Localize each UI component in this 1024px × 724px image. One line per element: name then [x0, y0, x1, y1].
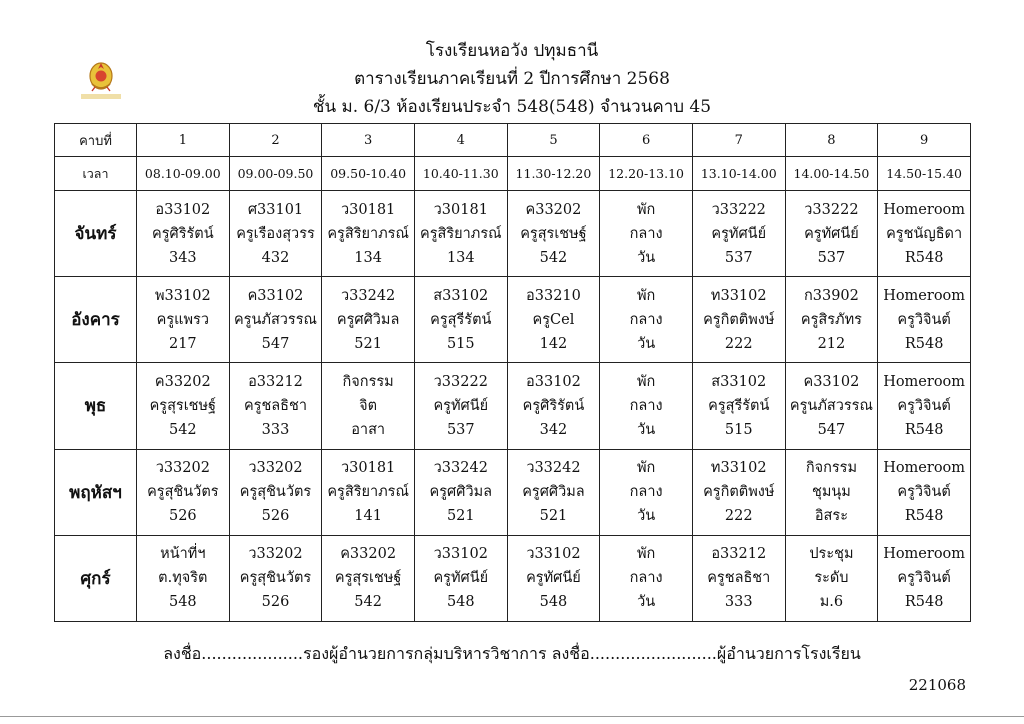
- class-cell: [600, 191, 693, 277]
- class-cell-content: [600, 456, 692, 528]
- teacher-name: ครูกิตติพงษ์: [703, 311, 775, 328]
- day-name: ศุกร์: [55, 535, 137, 621]
- class-cell: [785, 449, 878, 535]
- subject-code: ค33202: [340, 546, 397, 563]
- subject-code: ว30181: [341, 201, 396, 218]
- class-info: ชั้น ม. 6/3 ห้องเรียนประจำ 548(548) จำนวนคาบ 45: [312, 97, 712, 117]
- room-number: 333: [724, 594, 753, 611]
- signature-line: ลงชื่อ....................รองผู้อำนวยการกลุ่มบริหารวิชาการ ลงชื่อ.........................ผู้อำนวยการโรงเรียน: [163, 644, 861, 663]
- teacher-name: ต.ทุจริต: [158, 570, 208, 587]
- subject-code: ว33102: [526, 546, 581, 563]
- teacher-name: ครูศิริรัตน์: [152, 225, 214, 242]
- subject-code: อ33102: [155, 201, 211, 218]
- teacher-name: ครูสิริยาภรณ์: [327, 484, 409, 501]
- room-number: 526: [261, 508, 290, 525]
- day-row: [55, 191, 971, 277]
- room-number: 515: [724, 421, 753, 438]
- day-name: จันทร์: [55, 191, 137, 277]
- class-cell-content: [508, 542, 600, 614]
- class-cell-content: [693, 542, 785, 614]
- subject-code: ว33222: [804, 201, 859, 218]
- teacher-name: ครูสิริยาภรณ์: [327, 225, 409, 242]
- time-slot: 09.50-10.40: [322, 157, 415, 191]
- room-number: 142: [539, 335, 568, 352]
- room-number: 537: [817, 249, 846, 266]
- room-number: วัน: [637, 421, 656, 438]
- room-number: 526: [261, 594, 290, 611]
- class-cell: [414, 449, 507, 535]
- class-cell: [229, 277, 322, 363]
- class-cell: [414, 191, 507, 277]
- class-cell-content: [415, 370, 507, 442]
- period-row: [55, 124, 971, 157]
- class-cell-content: [693, 456, 785, 528]
- teacher-name: ครูวิจินต์: [897, 311, 951, 328]
- room-number: 537: [724, 249, 753, 266]
- room-number: 521: [446, 508, 475, 525]
- day-name: พฤหัสฯ: [55, 449, 137, 535]
- subject-code: อ33212: [711, 546, 767, 563]
- class-cell-content: [415, 456, 507, 528]
- class-cell: [507, 363, 600, 449]
- subject-code: Homeroom: [883, 373, 966, 390]
- class-cell-content: [508, 370, 600, 442]
- subject-code: ว30181: [433, 201, 488, 218]
- timetable: [54, 123, 971, 622]
- teacher-name: ครูทัศนีย์: [433, 397, 489, 414]
- subject-code: ว33242: [341, 287, 396, 304]
- class-cell-content: [508, 456, 600, 528]
- teacher-name: ครูชลธิชา: [707, 570, 771, 587]
- class-cell: [137, 449, 230, 535]
- subject-code: ว30181: [341, 460, 396, 477]
- subject-code: อ33210: [526, 287, 581, 304]
- room-number: 547: [817, 421, 846, 438]
- room-number: 515: [446, 335, 475, 352]
- time-slot: 14.00-14.50: [785, 157, 878, 191]
- subject-code: พัก: [636, 373, 656, 390]
- day-row: [55, 449, 971, 535]
- class-cell: [229, 449, 322, 535]
- subject-code: ว33202: [155, 460, 210, 477]
- teacher-name: กลาง: [629, 225, 663, 242]
- teacher-name: กลาง: [629, 570, 663, 587]
- room-number: วัน: [637, 249, 656, 266]
- day-row: [55, 535, 971, 621]
- room-number: 548: [539, 594, 568, 611]
- class-cell: [137, 535, 230, 621]
- class-cell-content: [600, 284, 692, 356]
- class-cell-content: [600, 542, 692, 614]
- period-number: 5: [507, 124, 600, 157]
- class-cell: [229, 191, 322, 277]
- class-cell-content: [508, 198, 600, 270]
- document-code: 221068: [908, 676, 966, 694]
- teacher-name: ครูสุรีรัตน์: [430, 311, 492, 328]
- class-cell: [229, 535, 322, 621]
- class-cell-content: [322, 370, 414, 442]
- class-cell-content: [508, 284, 600, 356]
- room-number: 222: [724, 335, 753, 352]
- room-number: 521: [354, 335, 382, 352]
- subject-code: ค33102: [247, 287, 304, 304]
- class-cell: [600, 363, 693, 449]
- teacher-name: กลาง: [629, 311, 663, 328]
- room-number: R548: [904, 421, 944, 438]
- room-number: 212: [817, 335, 846, 352]
- page-divider: [0, 716, 1024, 717]
- subject-code: ว33222: [433, 373, 488, 390]
- class-cell-content: [786, 370, 878, 442]
- room-number: ม.6: [819, 594, 844, 611]
- class-cell-content: [230, 456, 322, 528]
- subject-code: พัก: [636, 287, 656, 304]
- room-number: อาสา: [351, 421, 386, 438]
- subject-code: กิจกรรม: [805, 460, 858, 477]
- room-number: R548: [904, 594, 944, 611]
- period-label: คาบที่: [55, 124, 137, 157]
- teacher-name: ครูเรืองสุวรร: [236, 225, 315, 242]
- room-number: วัน: [637, 594, 656, 611]
- subject-code: ว33202: [248, 460, 303, 477]
- room-number: 134: [354, 249, 382, 266]
- teacher-name: ครูสุรีรัตน์: [708, 397, 770, 414]
- class-cell: [878, 191, 971, 277]
- teacher-name: ครูสุรเชษฐ์: [520, 225, 587, 242]
- teacher-name: ครูCel: [532, 311, 575, 328]
- teacher-name: จิต: [359, 397, 378, 414]
- class-cell: [507, 277, 600, 363]
- class-cell: [692, 535, 785, 621]
- class-cell: [878, 535, 971, 621]
- class-cell-content: [415, 284, 507, 356]
- class-cell: [785, 191, 878, 277]
- class-cell-content: [878, 284, 970, 356]
- subject-code: ค33102: [803, 373, 860, 390]
- class-cell-content: [322, 542, 414, 614]
- time-slot: 11.30-12.20: [507, 157, 600, 191]
- room-number: 526: [168, 508, 197, 525]
- subject-code: ว33242: [433, 460, 488, 477]
- class-cell-content: [230, 370, 322, 442]
- teacher-name: ครูวิจินต์: [897, 397, 951, 414]
- period-number: 1: [137, 124, 230, 157]
- class-cell: [692, 277, 785, 363]
- time-label: เวลา: [55, 157, 137, 191]
- subject-code: ว33242: [526, 460, 581, 477]
- subject-code: Homeroom: [883, 287, 966, 304]
- day-row: [55, 363, 971, 449]
- teacher-name: ครูศศิวิมล: [336, 311, 400, 328]
- time-slot: 14.50-15.40: [878, 157, 971, 191]
- class-cell: [322, 277, 415, 363]
- class-cell: [414, 535, 507, 621]
- time-slot: 13.10-14.00: [692, 157, 785, 191]
- subject-code: พ33102: [154, 287, 211, 304]
- teacher-name: ครูนภัสวรรณ: [233, 311, 317, 328]
- class-cell-content: [137, 284, 229, 356]
- subject-code: ว33202: [248, 546, 303, 563]
- teacher-name: ครูกิตติพงษ์: [703, 484, 775, 501]
- room-number: 548: [446, 594, 475, 611]
- class-cell: [692, 191, 785, 277]
- teacher-name: กลาง: [629, 397, 663, 414]
- class-cell: [507, 535, 600, 621]
- teacher-name: ครูสุรเชษฐ์: [149, 397, 217, 414]
- teacher-name: ครูสุชินวัตร: [239, 484, 312, 501]
- teacher-name: ครูวิจินต์: [897, 570, 951, 587]
- subject-code: ว33102: [433, 546, 488, 563]
- teacher-name: ครูแพรว: [156, 311, 209, 328]
- class-cell-content: [878, 198, 970, 270]
- room-number: 343: [168, 249, 197, 266]
- class-cell: [600, 449, 693, 535]
- class-cell: [785, 363, 878, 449]
- subject-code: Homeroom: [883, 201, 966, 218]
- subject-code: ท33102: [710, 287, 767, 304]
- teacher-name: ครูชลธิชา: [243, 397, 308, 414]
- class-cell: [507, 449, 600, 535]
- room-number: 542: [354, 594, 382, 611]
- class-cell-content: [693, 370, 785, 442]
- room-number: 217: [168, 335, 197, 352]
- time-slot: 08.10-09.00: [137, 157, 230, 191]
- class-cell-content: [322, 284, 414, 356]
- room-number: 141: [354, 508, 382, 525]
- class-cell-content: [878, 370, 970, 442]
- room-number: 521: [539, 508, 568, 525]
- class-cell-content: [878, 456, 970, 528]
- teacher-name: กลาง: [629, 484, 663, 501]
- class-cell-content: [786, 198, 878, 270]
- teacher-name: ครูทัศนีย์: [804, 225, 859, 242]
- room-number: 547: [261, 335, 290, 352]
- room-number: 542: [539, 249, 568, 266]
- teacher-name: ครูสุรเชษฐ์: [334, 570, 402, 587]
- teacher-name: ครูทัศนีย์: [526, 570, 581, 587]
- class-cell: [600, 277, 693, 363]
- teacher-name: ครูศิริรัตน์: [522, 397, 585, 414]
- class-cell: [322, 191, 415, 277]
- room-number: 333: [261, 421, 290, 438]
- subject-code: ท33102: [710, 460, 767, 477]
- class-cell: [322, 363, 415, 449]
- time-slot: 10.40-11.30: [414, 157, 507, 191]
- teacher-name: ครูชนัญธิดา: [886, 225, 963, 242]
- class-cell: [692, 449, 785, 535]
- room-number: 537: [446, 421, 475, 438]
- time-slot: 12.20-13.10: [600, 157, 693, 191]
- class-cell: [692, 363, 785, 449]
- schedule-title: ตารางเรียนภาคเรียนที่ 2 ปีการศึกษา 2568: [354, 69, 670, 89]
- teacher-name: ครูทัศนีย์: [711, 225, 767, 242]
- subject-code: ส33102: [711, 373, 767, 390]
- class-cell-content: [137, 198, 229, 270]
- class-cell-content: [230, 284, 322, 356]
- class-cell-content: [600, 198, 692, 270]
- class-cell-content: [600, 370, 692, 442]
- room-number: R548: [904, 335, 944, 352]
- class-cell: [878, 363, 971, 449]
- class-cell: [785, 277, 878, 363]
- school-name: โรงเรียนหอวัง ปทุมธานี: [425, 41, 599, 61]
- subject-code: พัก: [636, 201, 656, 218]
- teacher-name: ครูสิรภัทร: [800, 311, 862, 328]
- class-cell-content: [230, 198, 322, 270]
- class-cell-content: [322, 456, 414, 528]
- period-number: 8: [785, 124, 878, 157]
- class-cell-content: [230, 542, 322, 614]
- class-cell: [229, 363, 322, 449]
- class-cell: [878, 277, 971, 363]
- room-number: 542: [168, 421, 197, 438]
- period-number: 2: [229, 124, 322, 157]
- subject-code: ว33222: [711, 201, 766, 218]
- room-number: วัน: [637, 335, 656, 352]
- class-cell-content: [415, 198, 507, 270]
- class-cell: [137, 277, 230, 363]
- subject-code: ศ33101: [247, 201, 304, 218]
- subject-code: ค33202: [525, 201, 582, 218]
- teacher-name: ครูสิริยาภรณ์: [420, 225, 502, 242]
- period-number: 6: [600, 124, 693, 157]
- room-number: 548: [168, 594, 197, 611]
- subject-code: อ33102: [526, 373, 581, 390]
- teacher-name: ครูนภัสวรรณ: [789, 397, 873, 414]
- class-cell-content: [137, 456, 229, 528]
- class-cell: [322, 449, 415, 535]
- subject-code: ส33102: [433, 287, 489, 304]
- time-slot: 09.00-09.50: [229, 157, 322, 191]
- teacher-name: ชุมนุม: [811, 484, 851, 501]
- teacher-name: ครูสุชินวัตร: [239, 570, 312, 587]
- subject-code: อ33212: [248, 373, 303, 390]
- day-name: อังคาร: [55, 277, 137, 363]
- period-number: 7: [692, 124, 785, 157]
- period-number: 9: [878, 124, 971, 157]
- class-cell-content: [693, 284, 785, 356]
- day-row: [55, 277, 971, 363]
- class-cell-content: [786, 542, 878, 614]
- room-number: 342: [539, 421, 568, 438]
- class-cell-content: [786, 284, 878, 356]
- room-number: 134: [446, 249, 475, 266]
- class-cell-content: [415, 542, 507, 614]
- room-number: R548: [904, 249, 944, 266]
- class-cell: [137, 363, 230, 449]
- room-number: 432: [261, 249, 290, 266]
- class-cell: [878, 449, 971, 535]
- class-cell: [414, 277, 507, 363]
- class-cell-content: [322, 198, 414, 270]
- teacher-name: ครูสุชินวัตร: [147, 484, 219, 501]
- teacher-name: ครูทัศนีย์: [433, 570, 489, 587]
- subject-code: Homeroom: [883, 460, 966, 477]
- subject-code: Homeroom: [883, 546, 966, 563]
- class-cell: [414, 363, 507, 449]
- subject-code: พัก: [636, 546, 656, 563]
- class-cell: [322, 535, 415, 621]
- subject-code: ประชุม: [809, 546, 854, 563]
- room-number: วัน: [637, 508, 656, 525]
- class-cell-content: [137, 542, 229, 614]
- subject-code: พัก: [636, 460, 656, 477]
- room-number: 222: [724, 508, 753, 525]
- teacher-name: ครูวิจินต์: [897, 484, 951, 501]
- class-cell: [507, 191, 600, 277]
- day-name: พุธ: [55, 363, 137, 449]
- teacher-name: ระดับ: [814, 570, 849, 587]
- subject-code: กิจกรรม: [342, 373, 394, 390]
- class-cell: [600, 535, 693, 621]
- teacher-name: ครูศศิวิมล: [429, 484, 493, 501]
- period-number: 3: [322, 124, 415, 157]
- teacher-name: ครูศศิวิมล: [522, 484, 585, 501]
- room-number: R548: [904, 508, 944, 525]
- class-cell: [137, 191, 230, 277]
- subject-code: หน้าที่ฯ: [160, 546, 206, 563]
- class-cell-content: [693, 198, 785, 270]
- class-cell-content: [878, 542, 970, 614]
- class-cell: [785, 535, 878, 621]
- room-number: อิสระ: [814, 508, 848, 525]
- subject-code: ค33202: [154, 373, 211, 390]
- time-row: [55, 157, 971, 191]
- class-cell-content: [137, 370, 229, 442]
- subject-code: ก33902: [803, 287, 859, 304]
- class-cell-content: [786, 456, 878, 528]
- period-number: 4: [414, 124, 507, 157]
